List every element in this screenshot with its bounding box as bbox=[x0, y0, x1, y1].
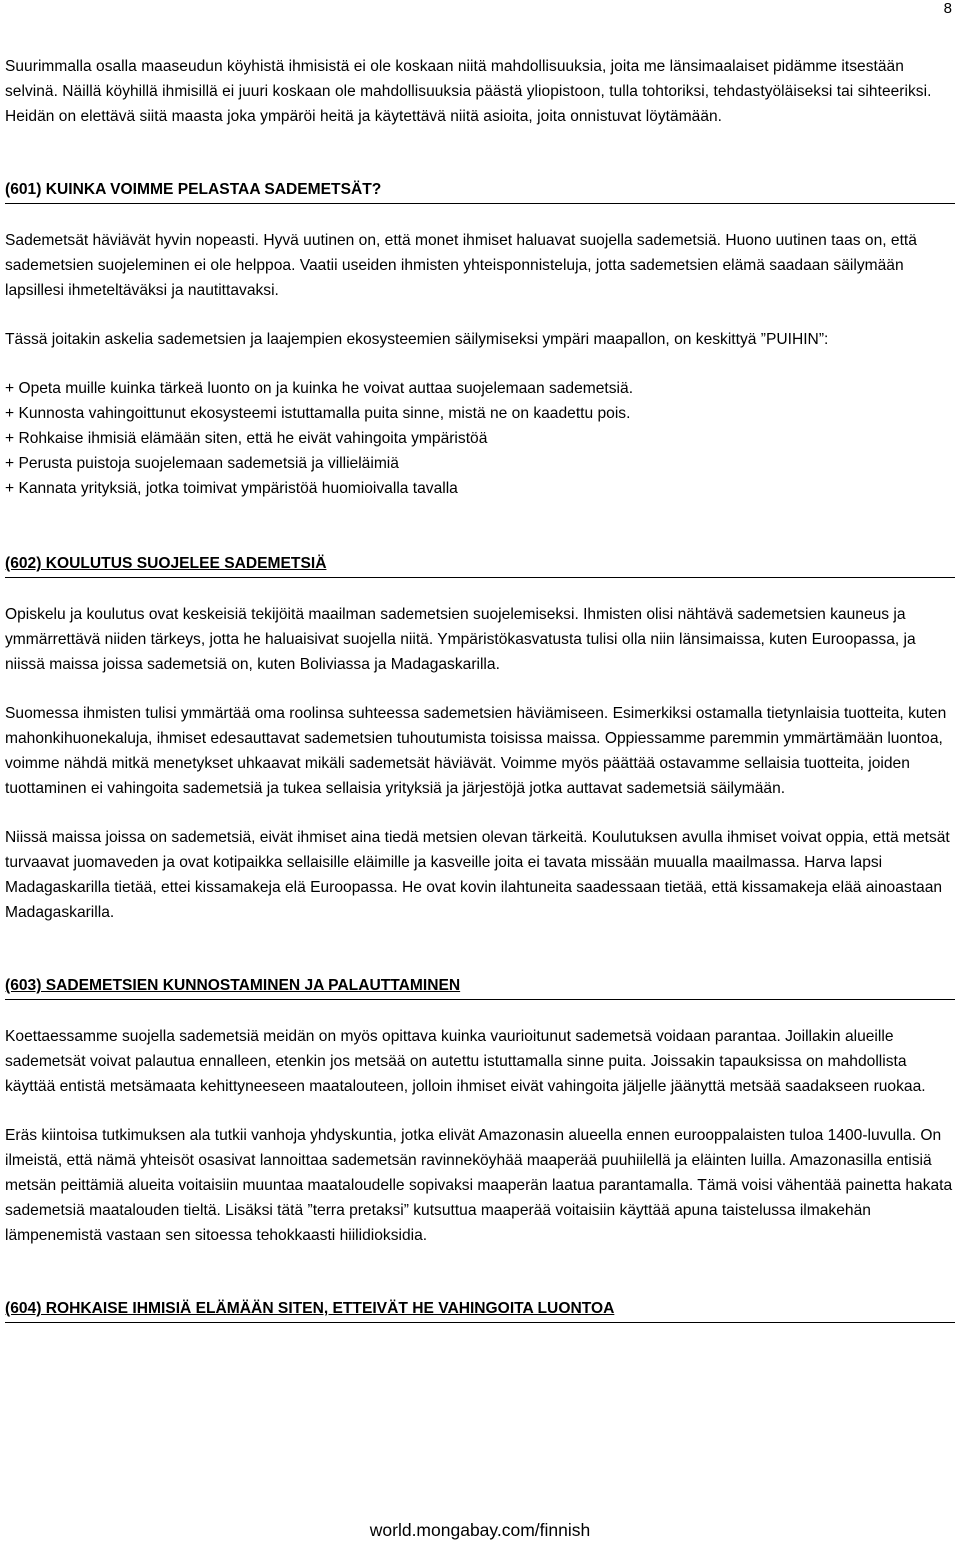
list-item: + Perusta puistoja suojelemaan sademetsiä ja villieläimiä bbox=[5, 455, 399, 472]
section-heading-601: (601) KUINKA VOIMME PELASTAA SADEMETSÄT? bbox=[5, 177, 955, 204]
section-604 bbox=[5, 1296, 955, 1323]
section-603-paragraph-1: Koettaessamme suojella sademetsiä meidän on myös opittava kuinka vaurioitunut sademetsä voidaan parantaa. Joillakin alueille sademetsät voivat palautua ennalleen, etenkin jos metsää on autettu istuttamalla sinne puita. Joissakin tapauksissa on mahdollista käyttää entistä metsämaata kehittyneeseen maatalouteen, jolloin ihmiset eivät vahingoita jäljelle jäänyttä metsää saadakseen ruokaa. bbox=[5, 1028, 926, 1095]
section-heading-604-text: (604) ROHKAISE IHMISIÄ ELÄMÄÄN SITEN, ETTEIVÄT HE VAHINGOITA LUONTOA bbox=[5, 1300, 615, 1317]
document-body bbox=[5, 54, 955, 1323]
section-601 bbox=[5, 177, 955, 501]
section-601-paragraph-2: Tässä joitakin askelia sademetsien ja laajempien ekosysteemien säilymiseksi ympäri maapallon, on keskittyä ”PUIHIN”: bbox=[5, 331, 829, 348]
section-heading-603 bbox=[5, 973, 955, 1000]
section-602-paragraph-1: Opiskelu ja koulutus ovat keskeisiä tekijöitä maailman sademetsien suojelemiseksi. Ihmisten olisi nähtävä sademetsien kauneus ja ymmärrettävä niiden tärkeys, jotta he haluaisivat suojella niitä. Ympäristökasvatusta tulisi olla niin länsimaissa, kuten Euroopassa, ja niissä maissa joissa sademetsiä on, kuten Boliviassa ja Madagaskarilla. bbox=[5, 606, 916, 673]
action-list bbox=[5, 376, 955, 501]
page-number: 8 bbox=[943, 0, 952, 17]
footer-url: world.mongabay.com/finnish bbox=[369, 1520, 591, 1540]
list-item: + Kannata yrityksiä, jotka toimivat ympäristöä huomioivalla tavalla bbox=[5, 480, 458, 497]
section-602-paragraph-3: Niissä maissa joissa on sademetsiä, eivät ihmiset aina tiedä metsien olevan tärkeitä. Koulutuksen avulla ihmiset voivat oppia, että metsät turvaavat juomaveden ja ovat kotipaikka sellaisille eläimille ja kasveille joita ei tavata missään muualla maailmassa. Harva lapsi Madagaskarilla tietää, ettei kissamakeja elä Euroopassa. He ovat kovin ilahtuneita saadessaan tietää, että kissamakeja elää ainoastaan Madagaskarilla. bbox=[5, 829, 950, 921]
section-602 bbox=[5, 551, 955, 925]
section-601-paragraph-1: Sademetsät häviävät hyvin nopeasti. Hyvä uutinen on, että monet ihmiset haluavat suojella sademetsiä. Huono uutinen taas on, että sademetsien suojeleminen ei ole helppoa. Vaatii useiden ihmisten yhteisponnisteluja, jotta sademetsien elämä saadaan säilymään lapsillesi ihmeteltäväksi ja nautittavaksi. bbox=[5, 232, 917, 299]
section-heading-602 bbox=[5, 551, 955, 578]
section-603-paragraph-2: Eräs kiintoisa tutkimuksen ala tutkii vanhoja yhdyskuntia, jotka elivät Amazonasin alueella ennen eurooppalaisten tuloa 1400-luvulla. On ilmeistä, että nämä yhteisöt osasivat lannoittaa sademetsän ravinneköyhää maaperää puuhiilellä ja eläinten luilla. Amazonasilla entisiä metsän peittämiä alueita voitaisiin muuntaa maataloudelle sopivaksi maaperän laatua parantamalla. Tämä voisi vähentää painetta hakata sademetsiä maatalouden tieltä. Lisäksi tätä ”terra pretaksi” kutsuttua maaperää voitaisiin käyttää apuna taistelussa ilmakehän lämpenemistä vastaan sen sitoessa tehokkaasti hiilidioksidia. bbox=[5, 1127, 953, 1244]
list-item: + Kunnosta vahingoittunut ekosysteemi istuttamalla puita sinne, mistä ne on kaadettu pois. bbox=[5, 405, 631, 422]
intro-paragraph: Suurimmalla osalla maaseudun köyhistä ihmisistä ei ole koskaan niitä mahdollisuuksia, joita me länsimaalaiset pidämme itsestään selvinä. Näillä köyhillä ihmisillä ei juuri koskaan ole mahdollisuuksia päästä yliopistoon, tulla tohtoriksi, tehdastyöläiseksi tai sihteeriksi. Heidän on elettävä siitä maasta joka ympäröi heitä ja käytettävä niitä asioita, joita onnistuvat löytämään. bbox=[5, 58, 932, 125]
section-603 bbox=[5, 973, 955, 1248]
section-heading-603-text: (603) SADEMETSIEN KUNNOSTAMINEN JA PALAUTTAMINEN bbox=[5, 977, 461, 994]
list-item: + Rohkaise ihmisiä elämään siten, että he eivät vahingoita ympäristöä bbox=[5, 430, 488, 447]
list-item: + Opeta muille kuinka tärkeä luonto on ja kuinka he voivat auttaa suojelemaan sademetsiä. bbox=[5, 380, 634, 397]
section-602-paragraph-2: Suomessa ihmisten tulisi ymmärtää oma roolinsa suhteessa sademetsien häviämiseen. Esimerkiksi ostamalla tietynlaisia tuotteita, kuten mahonkihuonekaluja, ihmiset edesauttavat sademetsien tuhoutumista toisissa maissa. Oppiessamme paremmin ymmärtämään luontoa, voimme nähdä mitkä menetykset uhkaavat mikäli sademetsät häviävät. Voimme myös päättää ostavamme sellaisia tuotteita, joiden tuottaminen ei vahingoita sademetsiä ja tukea sellaisia yrityksiä ja järjestöjä jotka auttavat sademetsiä säilymään. bbox=[5, 705, 947, 797]
section-heading-604 bbox=[5, 1296, 955, 1323]
section-heading-602-text: (602) KOULUTUS SUOJELEE SADEMETSIÄ bbox=[5, 555, 327, 572]
